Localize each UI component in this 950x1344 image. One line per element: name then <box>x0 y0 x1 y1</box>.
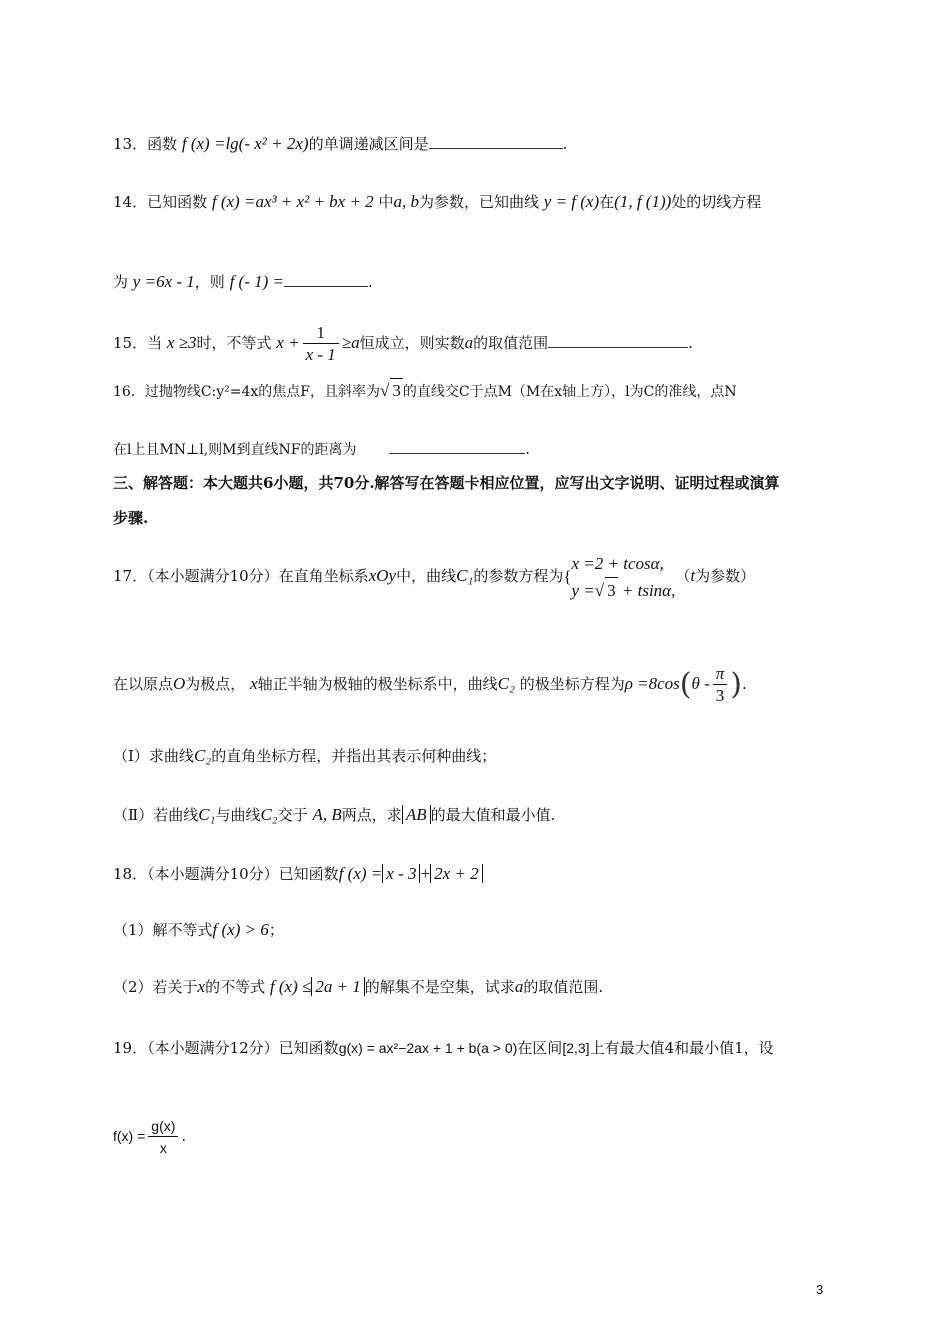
problem-16-line-2: 在l上且MN⊥l,则M到直线NF的距离为 . <box>113 440 531 458</box>
problem-14-line-1: 14．已知函数 f (x) =ax³ + x² + bx + 2 中a, b为参数，已知曲线 y = f (x)在(1, f (1))处的切线方程 <box>113 192 762 211</box>
section-3-heading-cont: 步骤. <box>113 509 149 527</box>
problem-18-part-2: （2）若关于x的不等式 f (x) ≤ 2a + 1 的解集不是空集，试求a的取值范围. <box>113 977 604 996</box>
g-over-x-fraction: $\frac{g(x)}{x}$ <box>148 1116 178 1159</box>
problem-17-part-2: （Ⅱ）若曲线C₁与曲线C₂交于 A, B两点，求 AB 的最大值和最小值. <box>113 805 556 824</box>
problem-17-line-1: 17．（本小题满分10分）在直角坐标系xOy中，曲线C₁的参数方程为{ x =2 + tcosα, y =√ 3 + tsinα, （t为参数） <box>113 550 755 604</box>
parametric-system: x =2 + tcosα, y =√ 3 + tsinα, <box>572 551 676 604</box>
p13-function: f (x) =lg(- x² + 2x) <box>181 134 309 153</box>
pi-over-3-fraction: $\frac{\pi}{3}$ <box>713 664 728 707</box>
p15-fraction: $\frac{1}{x - 1}$ <box>303 323 339 366</box>
page-number: 3 <box>816 1282 824 1297</box>
problem-18: 18．（本小题满分10分）已知函数f (x) = x - 3 + 2x + 2 <box>113 862 483 886</box>
answer-blank-16[interactable] <box>389 439 525 454</box>
problem-15: 15．当 x ≥3时，不等式 x + $\frac{1}{x - 1}$ ≥a恒成立，则实数a的取值范围 . <box>113 322 693 364</box>
g-function: g(x) = ax²−2ax + 1 + b(a > 0) <box>338 1040 518 1056</box>
answer-blank-13[interactable] <box>429 134 563 149</box>
problem-14-line-2: 为 y =6x - 1，则 f (- 1) = . <box>113 272 373 291</box>
problem-18-part-1: （1）解不等式f (x) > 6； <box>113 920 284 939</box>
section-3-heading: 三、解答题：本大题共6小题，共70分.解答写在答题卡相应位置，应写出文字说明、证明过程或演算 <box>113 474 780 492</box>
problem-19: 19．（本小题满分12分）已知函数g(x) = ax²−2ax + 1 + b(a > 0)在区间[2,3]上有最大值4和最小值1，设 <box>113 1039 774 1057</box>
problem-13: 13．函数 f (x) =lg(- x² + 2x)的单调递减区间是 . <box>113 134 568 153</box>
problem-17-part-1: （Ⅰ）求曲线C₂的直角坐标方程，并指出其表示何种曲线； <box>113 746 497 765</box>
problem-19-definition: f(x) = $\frac{g(x)}{x}$ . <box>113 1112 186 1160</box>
problem-17-line-2: 在以原点O为极点， x轴正半轴为极轴的极坐标系中，曲线C₂ 的极坐标方程为ρ =8cos(θ - $\frac{\pi}{3}$ ). <box>113 663 747 705</box>
answer-blank-14[interactable] <box>284 272 368 287</box>
answer-blank-15[interactable] <box>548 333 688 348</box>
problem-16-line-1: 16．过抛物线C:y²=4x的焦点F，且斜率为√ 3 的直线交C于点M（M在x轴上方），l为C的准线，点N <box>113 378 737 404</box>
